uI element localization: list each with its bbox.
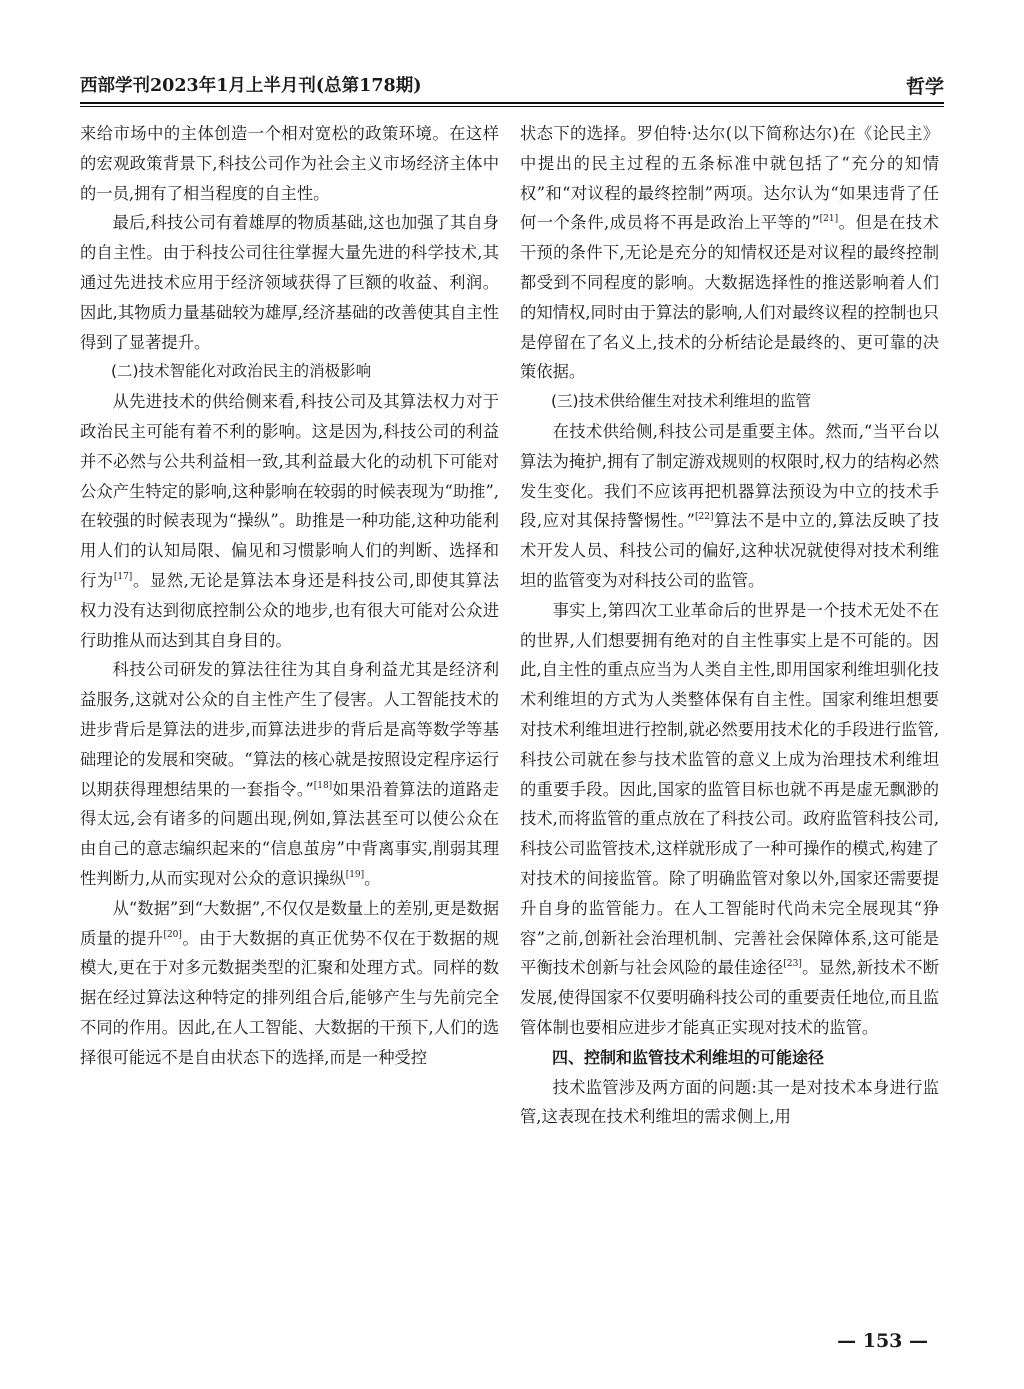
journal-title: 西部学刊2023年1月上半月刊(总第178期) (80, 76, 422, 96)
paragraph-text: 。显然,无论是算法本身还是科技公司,即使其算法权力没有达到彻底控制公众的地步,也有很大可能对公众进行助推从而达到其自身目的。 (80, 570, 499, 650)
citation-ref: [18] (313, 780, 333, 791)
header-rule-thin (80, 106, 944, 107)
paragraph (520, 596, 939, 1043)
page-number: — 153 — (837, 1330, 928, 1352)
paragraph (520, 417, 939, 596)
paragraph-text: 四、控制和监管技术利维坦的可能途径 (552, 1047, 825, 1067)
running-header (80, 72, 944, 100)
citation-ref: [20] (163, 929, 182, 940)
section-heading (80, 357, 499, 387)
paragraph-text: (二)技术智能化对政治民主的消极影响 (111, 362, 372, 381)
header-rule (80, 102, 944, 104)
paragraph-text: 技术监管涉及两方面的问题:其一是对技术本身进行监管,这表现在技术利维坦的需求侧上,用 (520, 1077, 939, 1127)
section-heading (520, 387, 939, 417)
left-column (80, 119, 499, 1073)
paragraph-text: 从“数据”到“大数据”,不仅仅是数量上的差别,更是数据质量的提升 (80, 898, 499, 948)
citation-ref: [21] (819, 214, 839, 225)
paragraph-text: 最后,科技公司有着雄厚的物质基础,这也加强了其自身的自主性。由于科技公司往往掌握大量先进的科学技术,其通过先进技术应用于经济领域获得了巨额的收益、利润。因此,其物质力量基础较为雄厚,经济基础的改善使其自主性得到了显著提升。 (80, 213, 499, 352)
section-heading (520, 1043, 939, 1073)
paragraph-text: 算法不是中立的,算法反映了技术开发人员、科技公司的偏好,这种状况就使得对技术利维坦的监管变为对科技公司的监管。 (520, 511, 939, 590)
paragraph-text: 来给市场中的主体创造一个相对宽松的政策环境。在这样的宏观政策背景下,科技公司作为社会主义市场经济主体中的一员,拥有了相当程度的自主性。 (80, 124, 499, 203)
citation-ref: [17] (113, 571, 133, 582)
paragraph-text: 状态下的选择。罗伯特·达尔(以下简称达尔)在《论民主》中提出的民主过程的五条标准中就包括了“充分的知情权”和“对议程的最终控制”两项。达尔认为“如果违背了任何一个条件,成员将不再是政治上平等的” (520, 124, 939, 233)
paragraph-text: 。但是在技术干预的条件下,无论是充分的知情权还是对议程的最终控制都受到不同程度的影响。大数据选择性的推送影响着人们的知情权,同时由于算法的影响,人们对最终议程的控制也只是停留在了名义上,技术的分析结论是最终的、更可靠的决策依据。 (520, 213, 939, 382)
paragraph-text: 从先进技术的供给侧来看,科技公司及其算法权力对于政治民主可能有着不利的影响。这是因为,科技公司的利益并不必然与公共利益相一致,其利益最大化的动机下可能对公众产生特定的影响,这种影响在较弱的时候表现为“助推”,在较强的时候表现为“操纵”。助推是一种功能,这种功能利用人们的认知局限、偏见和习惯影响人们的判断、选择和行为 (80, 392, 499, 590)
right-column (520, 119, 939, 1132)
paragraph-text: 如果沿着算法的道路走得太远,会有诸多的问题出现,例如,算法甚至可以使公众在由自己的意志编织起来的“信息茧房”中背离事实,削弱其理性判断力,从而实现对公众的意识操纵 (80, 779, 499, 888)
paragraph-text: 。显然,新技术不断发展,使得国家不仅要明确科技公司的重要责任地位,而且监管体制也要相应进步才能真正实现对技术的监管。 (520, 958, 939, 1037)
paragraph (520, 119, 939, 387)
citation-ref: [22] (695, 512, 714, 523)
paragraph (80, 208, 499, 357)
paragraph-text: 科技公司研发的算法往往为其自身利益尤其是经济利益服务,这就对公众的自主性产生了侵害。人工智能技术的进步背后是算法的进步,而算法进步的背后是高等数学等基础理论的发展和突破。“算法的核心就是按照设定程序运行以期获得理想结果的一套指令。” (80, 660, 499, 799)
citation-ref: [19] (345, 869, 365, 880)
paragraph-text: 。 (364, 868, 381, 888)
paragraph (80, 387, 499, 655)
paragraph-text: 。由于大数据的真正优势不仅在于数据的规模大,更在于对多元数据类型的汇聚和处理方式。同样的数据在经过算法这种特定的排列组合后,能够产生与先前完全不同的作用。因此,在人工智能、大数据的干预下,人们的选择很可能远不是自由状态下的选择,而是一种受控 (80, 928, 499, 1067)
citation-ref: [23] (783, 959, 802, 970)
paragraph-text: 事实上,第四次工业革命后的世界是一个技术无处不在的世界,人们想要拥有绝对的自主性事实上是不可能的。因此,自主性的重点应当为人类自主性,即用国家利维坦驯化技术利维坦的方式为人类整体保有自主性。国家利维坦想要对技术利维坦进行控制,就必然要用技术化的手段进行监管,科技公司就在参与技术监管的意义上成为治理技术利维坦的重要手段。因此,国家的监管目标也就不再是虚无飘渺的技术,而将监管的重点放在了科技公司。政府监管科技公司,科技公司监管技术,这样就形成了一种可操作的模式,构建了对技术的间接监管。除了明确监管对象以外,国家还需要提升自身的监管能力。在人工智能时代尚未完全展现其“狰容”之前,创新社会治理机制、完善社会保障体系,这可能是平衡技术创新与社会风险的最佳途径 (520, 600, 939, 978)
paragraph (520, 1073, 939, 1133)
section-name: 哲学 (905, 76, 944, 98)
paragraph (80, 655, 499, 893)
paragraph (80, 894, 499, 1073)
paragraph-text: 在技术供给侧,科技公司是重要主体。然而,“当平台以算法为掩护,拥有了制定游戏规则的权限时,权力的结构必然发生变化。我们不应该再把机器算法预设为中立的技术手段,应对其保持警惕性。” (520, 421, 939, 531)
paragraph-text: (三)技术供给催生对技术利维坦的监管 (551, 392, 812, 411)
paragraph (80, 119, 499, 208)
